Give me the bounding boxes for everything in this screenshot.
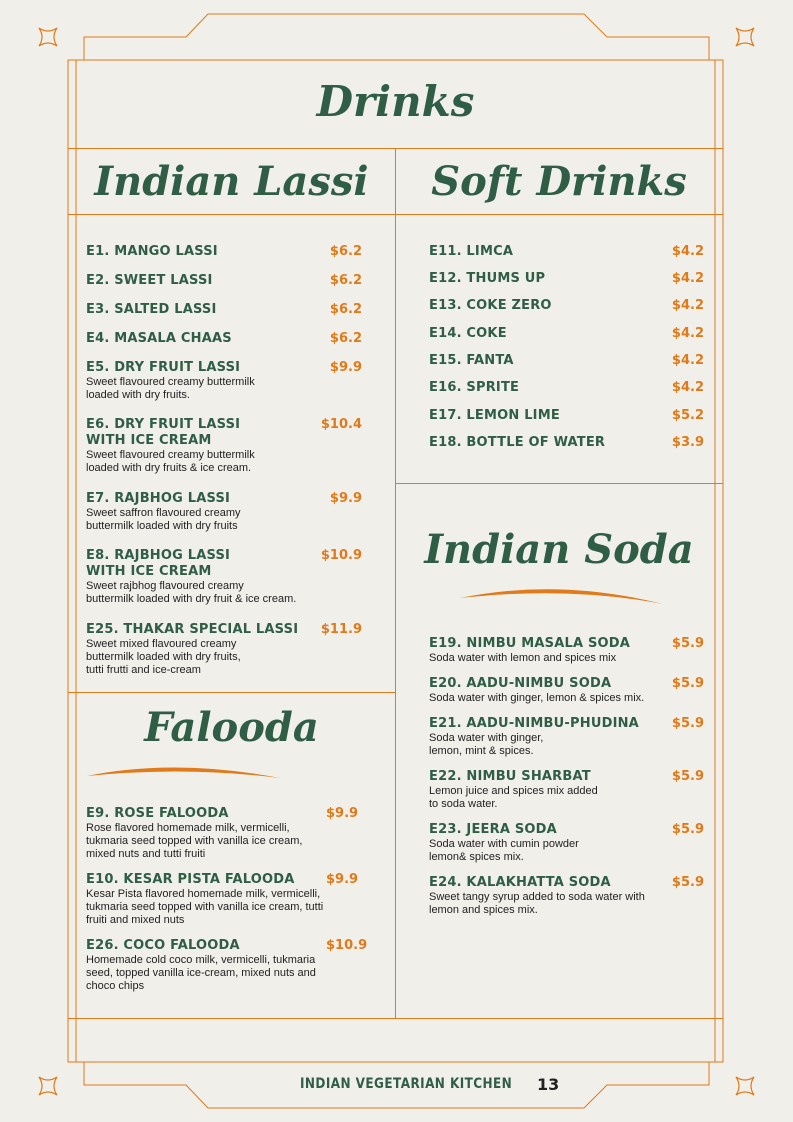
divider [395,483,723,484]
divider [68,1018,723,1019]
menu-item: E17. LEMON LIME $5.2 [429,408,704,423]
section-title-soft-drinks: Soft Drinks [431,158,687,205]
menu-item: E26. COCO FALOODA Homemade cold coco milk, vermicelli, tukmaria seed, topped vanilla ice-cream, mixed nuts and choco chips $10.9 [86,938,368,992]
menu-item: E4. MASALA CHAAS $6.2 [86,331,362,346]
corner-ornament-icon [734,26,756,48]
menu-item: E21. AADU-NIMBU-PHUDINA Soda water with ginger, lemon, mint & spices. $5.9 [429,716,704,757]
menu-item: E12. THUMS UP $4.2 [429,271,704,286]
menu-item: E20. AADU-NIMBU SODA Soda water with ginger, lemon & spices mix. $5.9 [429,676,704,704]
menu-item: E15. FANTA $4.2 [429,353,704,368]
menu-item: E24. KALAKHATTA SODA Sweet tangy syrup added to soda water with lemon and spices mix. $5.9 [429,875,704,916]
menu-item: E23. JEERA SODA Soda water with cumin powder lemon& spices mix. $5.9 [429,822,704,863]
brush-stroke [458,578,668,606]
menu-item: E5. DRY FRUIT LASSI Sweet flavoured creamy buttermilk loaded with dry fruits. $9.9 [86,360,362,401]
menu-item: E14. COKE $4.2 [429,326,704,341]
menu-item: E2. SWEET LASSI $6.2 [86,273,362,288]
menu-item: E7. RAJBHOG LASSI Sweet saffron flavoured creamy buttermilk loaded with dry fruits $9.9 [86,491,362,532]
menu-item: E6. DRY FRUIT LASSI WITH ICE CREAM Sweet flavoured creamy buttermilk loaded with dry fruits & ice cream. $10.4 [86,417,362,474]
menu-item: E22. NIMBU SHARBAT Lemon juice and spices mix added to soda water. $5.9 [429,769,704,810]
menu-item: E18. BOTTLE OF WATER $3.9 [429,435,704,450]
menu-item: E8. RAJBHOG LASSI WITH ICE CREAM Sweet rajbhog flavoured creamy buttermilk loaded with dry fruit & ice cream. $10.9 [86,548,362,605]
menu-item: E3. SALTED LASSI $6.2 [86,302,362,317]
divider [68,692,395,693]
corner-ornament-icon [734,1075,756,1097]
menu-item: E1. MANGO LASSI $6.2 [86,244,362,259]
section-title-soda: Indian Soda [424,526,694,573]
menu-item: E11. LIMCA $4.2 [429,244,704,259]
page-number: 13 [537,1075,560,1094]
page-title: Drinks [316,77,475,126]
menu-item: E16. SPRITE $4.2 [429,380,704,395]
brush-stroke [85,758,285,782]
section-title-lassi: Indian Lassi [94,158,369,205]
menu-item: E9. ROSE FALOODA Rose flavored homemade milk, vermicelli, tukmaria seed topped with vanilla ice cream, mixed nuts and tutti fruiti $9.9 [86,806,359,860]
divider [395,148,396,1018]
corner-ornament-icon [37,1075,59,1097]
section-title-falooda: Falooda [144,704,319,751]
footer-brand: INDIAN VEGETARIAN KITCHEN [300,1076,513,1092]
menu-item: E10. KESAR PISTA FALOODA Kesar Pista flavored homemade milk, vermicelli, tukmaria seed topped with vanilla ice cream, tutti fruiti and mixed nuts $9.9 [86,872,359,926]
corner-ornament-icon [37,26,59,48]
menu-item: E25. THAKAR SPECIAL LASSI Sweet mixed flavoured creamy buttermilk loaded with dry fruits, tutti frutti and ice-cream $11.9 [86,622,362,676]
menu-item: E13. COKE ZERO $4.2 [429,298,704,313]
menu-item: E19. NIMBU MASALA SODA Soda water with lemon and spices mix $5.9 [429,636,704,664]
